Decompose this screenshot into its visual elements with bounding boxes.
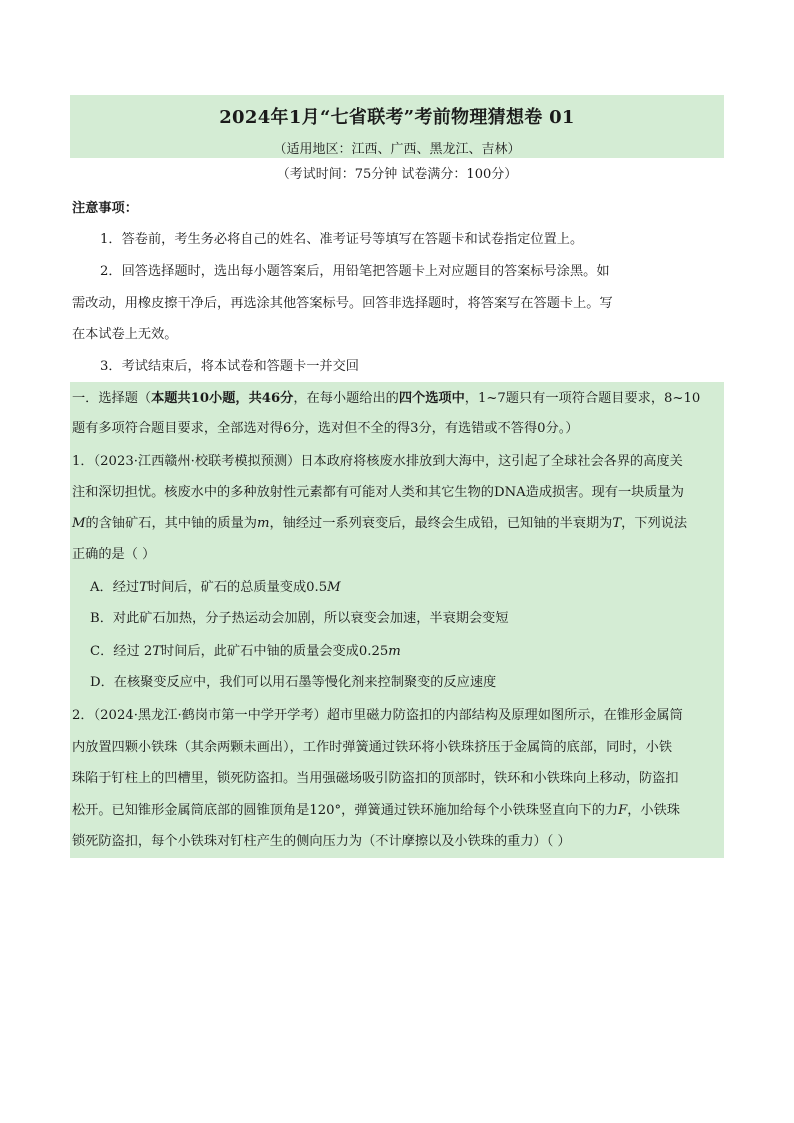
q2-line-4 — [72, 801, 680, 821]
q1-text-f: ，下列说法 — [621, 516, 688, 531]
q1-option-c[interactable] — [90, 642, 401, 662]
q1-option-d[interactable]: D．在核聚变反应中，我们可以用石墨等慢化剂来控制聚变的反应速度 — [90, 675, 497, 690]
section-1-text-d: 四个选项中 — [398, 391, 465, 406]
q1-var-T: T — [612, 516, 622, 531]
notes-heading: 注意事项： — [72, 201, 138, 216]
region-subtitle: （适用地区：江西、广西、黑龙江、吉林） — [273, 142, 521, 157]
q1-option-a-text-2: 时间后，矿石的总质量变成0.5 — [147, 580, 328, 595]
q2-text-c: ，小铁珠 — [627, 803, 680, 818]
page-title: 2024年1月“七省联考”考前物理猜想卷 01 — [219, 107, 575, 128]
q1-option-a[interactable] — [90, 578, 341, 598]
note-item-1: 1．答卷前，考生务必将自己的姓名、准考证号等填写在答题卡和试卷指定位置上。 — [100, 232, 584, 247]
q1-text-b: 的含铀矿石，其中铀的质量为 — [85, 516, 257, 531]
q2-text-a: 松开。已知锥形金属筒底部的圆锥顶角是120°，弹簧通过铁环施加给每个小铁珠竖直向下的力 — [72, 803, 619, 818]
note-item-2-line-3: 在本试卷上无效。 — [72, 327, 178, 342]
q1-line-1: 1．（2023·江西赣州·校联考模拟预测）日本政府将核废水排放到大海中，这引起了全球社会各界的高度关 — [72, 454, 683, 469]
section-1-text-e: ，1~7题只有一项符合题目要求，8~10 — [464, 391, 701, 406]
section-1-line-1 — [72, 389, 700, 409]
q1-option-c-var-T: T — [152, 644, 162, 659]
q2-var-F: F — [618, 803, 628, 818]
note-item-2-line-2: 需改动，用橡皮擦干净后，再选涂其他答案标号。回答非选择题时，将答案写在答题卡上。写 — [72, 296, 613, 311]
q2-line-1: 2．（2024·黑龙江·鹤岗市第一中学开学考）超市里磁力防盗扣的内部结构及原理如图所示，在锥形金属筒 — [72, 708, 683, 723]
q2-line-5: 锁死防盗扣，每个小铁珠对钉柱产生的侧向压力为（不计摩擦以及小铁珠的重力）（ ） — [72, 834, 571, 849]
q1-option-c-text-1: C．经过 2 — [90, 644, 153, 659]
section-1-line-2: 题有多项符合题目要求，全部选对得6分，选对但不全的得3分，有选错或不答得0分。） — [72, 421, 579, 436]
q1-var-M: M — [72, 516, 86, 531]
q2-line-3: 珠陷于钉柱上的凹槽里，锁死防盗扣。当用强磁场吸引防盗扣的顶部时，铁环和小铁珠向上移动，防盗扣 — [72, 771, 679, 786]
q1-line-3 — [72, 514, 687, 534]
q1-option-a-var-T: T — [139, 580, 148, 595]
q1-option-a-var-M: M — [327, 580, 341, 595]
q1-option-a-text-1: A．经过 — [90, 580, 140, 595]
section-1-text-a: 一．选择题（ — [72, 391, 152, 406]
q1-var-m: m — [256, 516, 270, 531]
note-item-3: 3．考试结束后，将本试卷和答题卡一并交回 — [100, 359, 359, 374]
exam-time-info: （考试时间：75分钟 试卷满分：100分） — [276, 167, 518, 182]
note-item-2-line-1: 2．回答选择题时，选出每小题答案后，用铅笔把答题卡上对应题目的答案标号涂黑。如 — [100, 264, 610, 279]
q1-text-d: ，铀经过一系列衰变后，最终会生成铅，已知铀的半衰期为 — [269, 516, 613, 531]
q1-line-2: 注和深切担忧。核废水中的多种放射性元素都有可能对人类和其它生物的DNA造成损害。现有一块质量为 — [72, 485, 684, 500]
section-1-text-c: ，在每小题给出的 — [293, 391, 399, 406]
section-1-text-b: 本题共10小题，共46分 — [151, 391, 294, 406]
q2-line-2: 内放置四颗小铁珠（其余两颗未画出），工作时弹簧通过铁环将小铁珠挤压于金属筒的底部，同时，小铁 — [72, 740, 673, 755]
q1-line-4: 正确的是（ ） — [72, 547, 156, 562]
title-block — [70, 95, 724, 158]
q1-option-c-var-m: m — [388, 644, 401, 659]
q1-option-c-text-2: 时间后，此矿石中铀的质量会变成0.25 — [161, 644, 389, 659]
q1-option-b[interactable]: B．对此矿石加热，分子热运动会加剧，所以衰变会加速，半衰期会变短 — [90, 611, 509, 626]
